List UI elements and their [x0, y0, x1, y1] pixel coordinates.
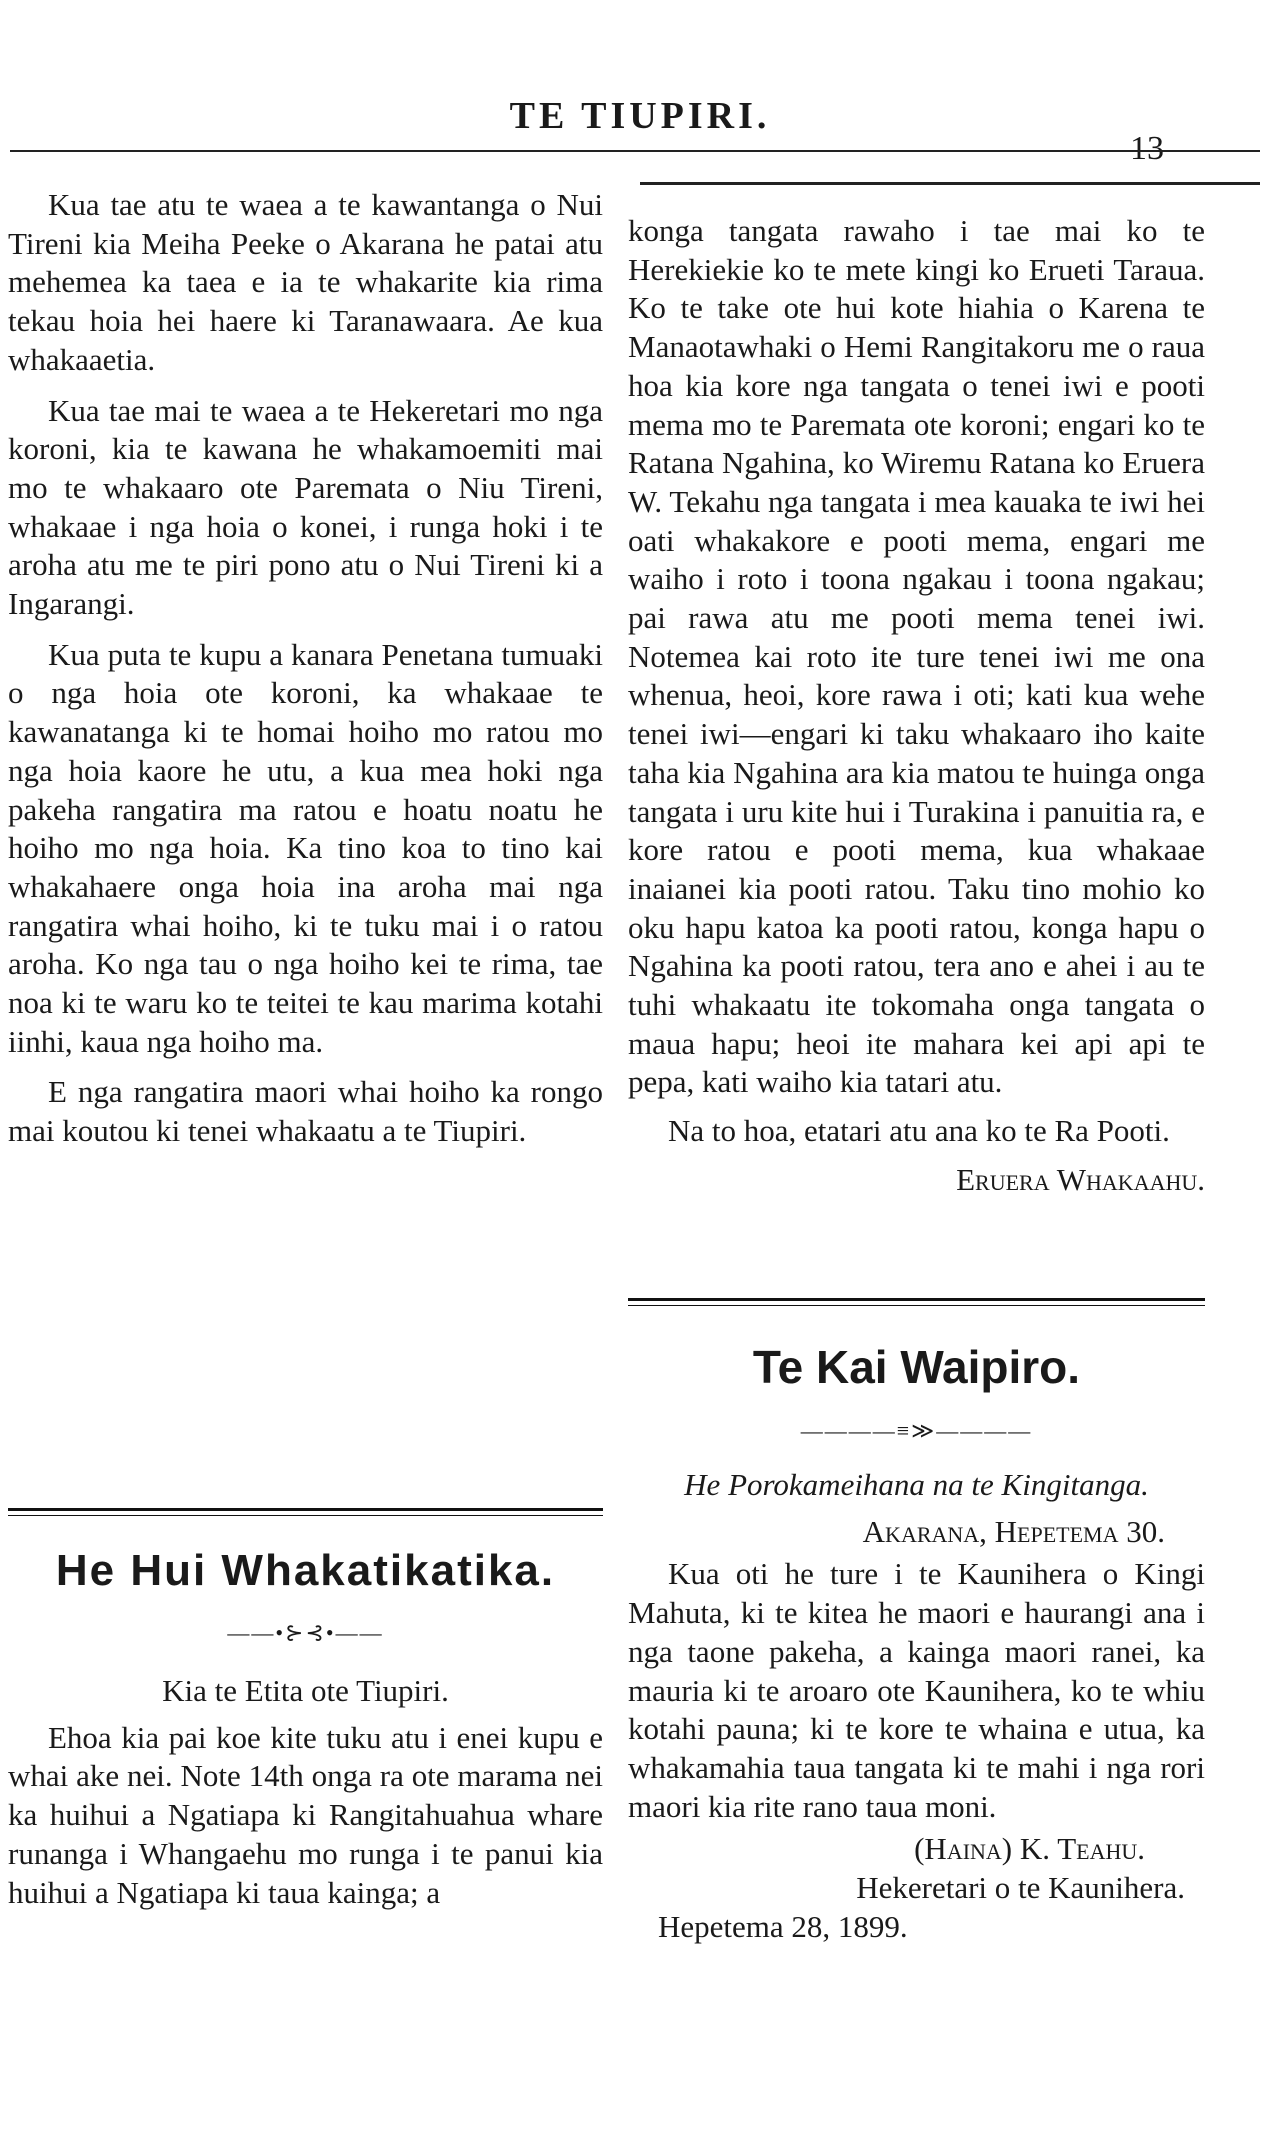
proclamation-text: Kua oti he ture i te Kaunihera o Kingi Mahuta, ki te kitea he maori e haurangi ana i nga taone pakeha, a kainga maori ranei, ka mauria ki te aroaro ote Kaunihera, ko te whiu kotahi pauna; ki te kore te whaina e utua, ka whakamahia taua tangata ki te mahi i nga rori maori kia rite rano taua moni. [628, 1556, 1205, 1824]
article-paragraph: Kua puta te kupu a kanara Penetana tumuaki o nga hoia ote koroni, ka whakaae te kawanatanga ki te homai hoiho mo ratou mo nga hoia kaore he utu, a kua mea hoki nga pakeha rangatira ma ratou e hoatu noatu he hoiho mo nga hoia. Ka tino koa to tino kai whakahaere onga hoia ina aroha mai nga rangatira whai hoiho, ki te tuku mai i o ratou aroha. Ko nga tau o nga hoiho kei te rima, tae noa ki te waru ko te teitei te kau marima kotahi iinhi, kaua nga hoiho ma. [8, 636, 603, 1059]
ornament-divider: ————≡≫———— [800, 1418, 1033, 1443]
right-column [628, 212, 1205, 1200]
header-rule-right [640, 182, 1260, 185]
letter-salutation: Kia te Etita ote Tiupiri. [162, 1673, 449, 1708]
page-header-title: TE TIUPIRI. [509, 95, 771, 137]
header-rule [10, 150, 1260, 152]
signatory-office: Hekeretari o te Kaunihera. [856, 1870, 1185, 1906]
proclamation-block [628, 1466, 1205, 1946]
section-title: He Hui Whakatikatika. [55, 1546, 556, 1595]
letter-closing: Na to hoa, etatari atu ana ko te Ra Pooti. [668, 1113, 1170, 1149]
section-title: Te Kai Waipiro. [752, 1341, 1081, 1393]
article-paragraph: Kua tae mai te waea a te Hekeretari mo nga koroni, kia te kawana he whakamoemiti mai mo te whakaaro ote Paremata o Niu Tireni, whakaae i nga hoia o konei, i runga hoki i te aroha atu me te piri pono atu o Nui Tireni ki a Ingarangi. [8, 392, 603, 622]
proclamation-subtitle: He Porokameihana na te Kingitanga. [684, 1467, 1149, 1502]
page-number: 13 [1130, 130, 1164, 167]
section-divider [628, 1298, 1205, 1306]
signed-by: (Haina) K. Teahu. [914, 1831, 1145, 1867]
document-date: Hepetema 28, 1899. [658, 1908, 908, 1944]
section-divider [8, 1508, 603, 1516]
letter-paragraph-continued: konga tangata rawaho i tae mai ko te Herekiekie ko te mete kingi ko Erueti Taraua. Ko te take ote hui kote hiahia o Karena te Manaotawhaki o Hemi Rangitakoru me o raua hoa kia kore nga tangata o tenei iwi e pooti mema mo te Paremata ote koroni; engari ko te Ratana Ngahina, ko Wiremu Ratana ko Eruera W. Tekahu nga tangata i mea kauaka te iwi hei oati whakakore e pooti mema, engari me waiho i roto i toona ngakau i toona ngakau; pai rawa atu me pooti mema tenei iwi. Notemea kai roto ite ture tenei iwi me ona whenua, heoi, kore rawa i oti; kati kua wehe tenei iwi—engari ki taku whakaaro iho kaite taha kia Ngahina ara kia matou te huinga onga tangata i uru kite hui i Turakina i panuitia ra, e kore ratou e pooti mema, kua whakaae inaianei kia pooti ratou. Taku tino mohio ko oku hapu katoa ka pooti ratou, konga hapu o Ngahina ka pooti ratou, tera ano e ahei i au te tuhi whakaatu ite tokomaha onga tangata o maua hapu; heoi ite mahara kei api api te pepa, kati waiho kia tatari atu. [628, 213, 1205, 1100]
letter-block [8, 1672, 603, 1912]
letter-paragraph: Ehoa kia pai koe kite tuku atu i enei kupu e whai ake nei. Note 14th onga ra ote marama nei ka huihui a Ngatiapa ki Rangitahuahua whare runanga i Whangaehu mo runga i te panui kia huihui a Ngatiapa ki taua kainga; a [8, 1719, 603, 1910]
dateline: Akarana, Hepetema 30. [862, 1513, 1165, 1549]
letter-signature: Eruera Whakaahu. [956, 1161, 1205, 1197]
left-column [8, 186, 603, 1151]
article-paragraph: E nga rangatira maori whai hoiho ka rongo mai koutou ki tenei whakaatu a te Tiupiri. [8, 1074, 603, 1149]
article-paragraph: Kua tae atu te waea a te kawantanga o Nui Tireni kia Meiha Peeke o Akarana he patai atu mehemea ka taea e ia te whakarite kia rima tekau hoia hei haere ki Taranawaara. Ae kua whakaaetia. [8, 187, 603, 377]
ornament-divider: ——•⊱⊰•—— [227, 1620, 384, 1645]
